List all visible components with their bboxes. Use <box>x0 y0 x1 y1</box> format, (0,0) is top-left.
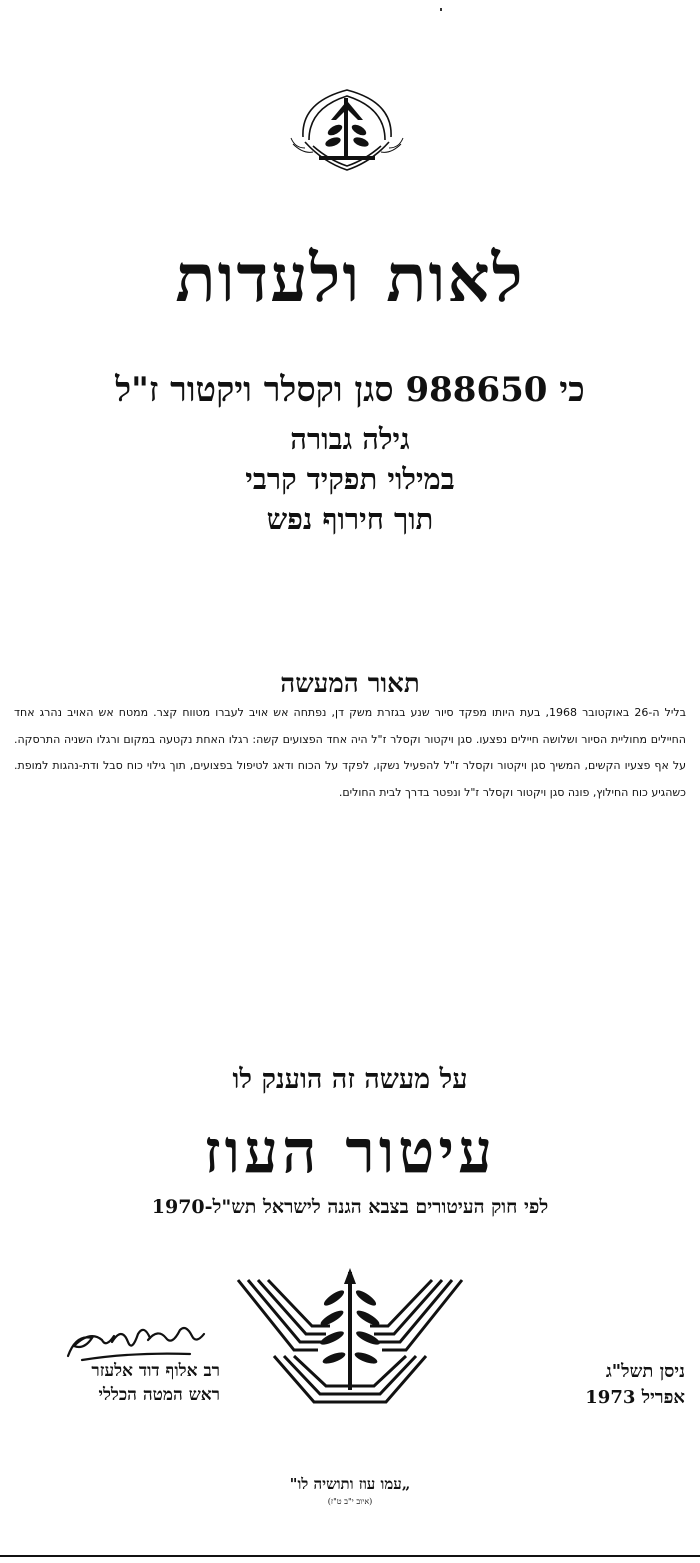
recipient-line: כי 988650 סגן וקסלר ויקטור ז"ל <box>115 370 585 410</box>
award-intro: על מעשה זה הוענק לו <box>232 1064 468 1095</box>
award-name: עיטור העוז <box>203 1117 497 1187</box>
signer-title: ראש המטה הכללי <box>98 1385 220 1405</box>
certificate-title: לאות ולעדות <box>175 239 525 317</box>
date-hebrew: ניסן תשל"ג <box>605 1361 685 1382</box>
date-gregorian: אפריל 1973 <box>585 1387 685 1408</box>
story-title: תאור המעשה <box>280 669 420 699</box>
story-text: בליל ה-26 באוקטובר 1968, בעת היותו מפקד סיור שנע בגזרת משק דן, נפתחה אש אויב לעברו מטווח קצר. ממטח אש האויב נהרג אחד החיילים מחוליית הסיור ושלושה חיילים נפצעו. סגן ויקטור וקסלר ז"ל היה אחד הפצועים קשה: רגלו האחת נקטעה במקום ורגלו השניה התרסקה. על אף פצעיו הקשים, המשיך סגן ויקטור וקסלר ז"ל להפעיל נשקו, לפקד על הכוח ודאג לטיפול בפצועים, תוך גילוי כוח סבל ודת-נהגות למופת. כשהגיע כוח החילוץ, פונה סגן ויקטור וקסלר ז"ל ונפטר בדרך לבית החולים. <box>14 706 686 799</box>
motto: „עמו עוז ותושיה לו" <box>289 1475 411 1493</box>
deed-line-2: במילוי תפקיד קרבי <box>245 462 455 496</box>
signer-name: רב אלוף דוד אלעזר <box>91 1361 220 1381</box>
award-law: לפי חוק העיטורים בצבא הגנה לישראל תש"ל-1970 <box>151 1196 549 1218</box>
motto-source: (איוב י"ב ט"ז) <box>327 1497 373 1506</box>
idf-emblem-icon <box>283 82 411 182</box>
bottom-rule <box>0 1555 700 1557</box>
deed-line-3: תוך חירוף נפש <box>266 502 434 536</box>
deed-line-1: גילה גבורה <box>290 422 410 456</box>
medal-of-courage-icon <box>234 1266 466 1406</box>
handwritten-signature <box>62 1316 212 1364</box>
scan-speck <box>440 8 442 11</box>
